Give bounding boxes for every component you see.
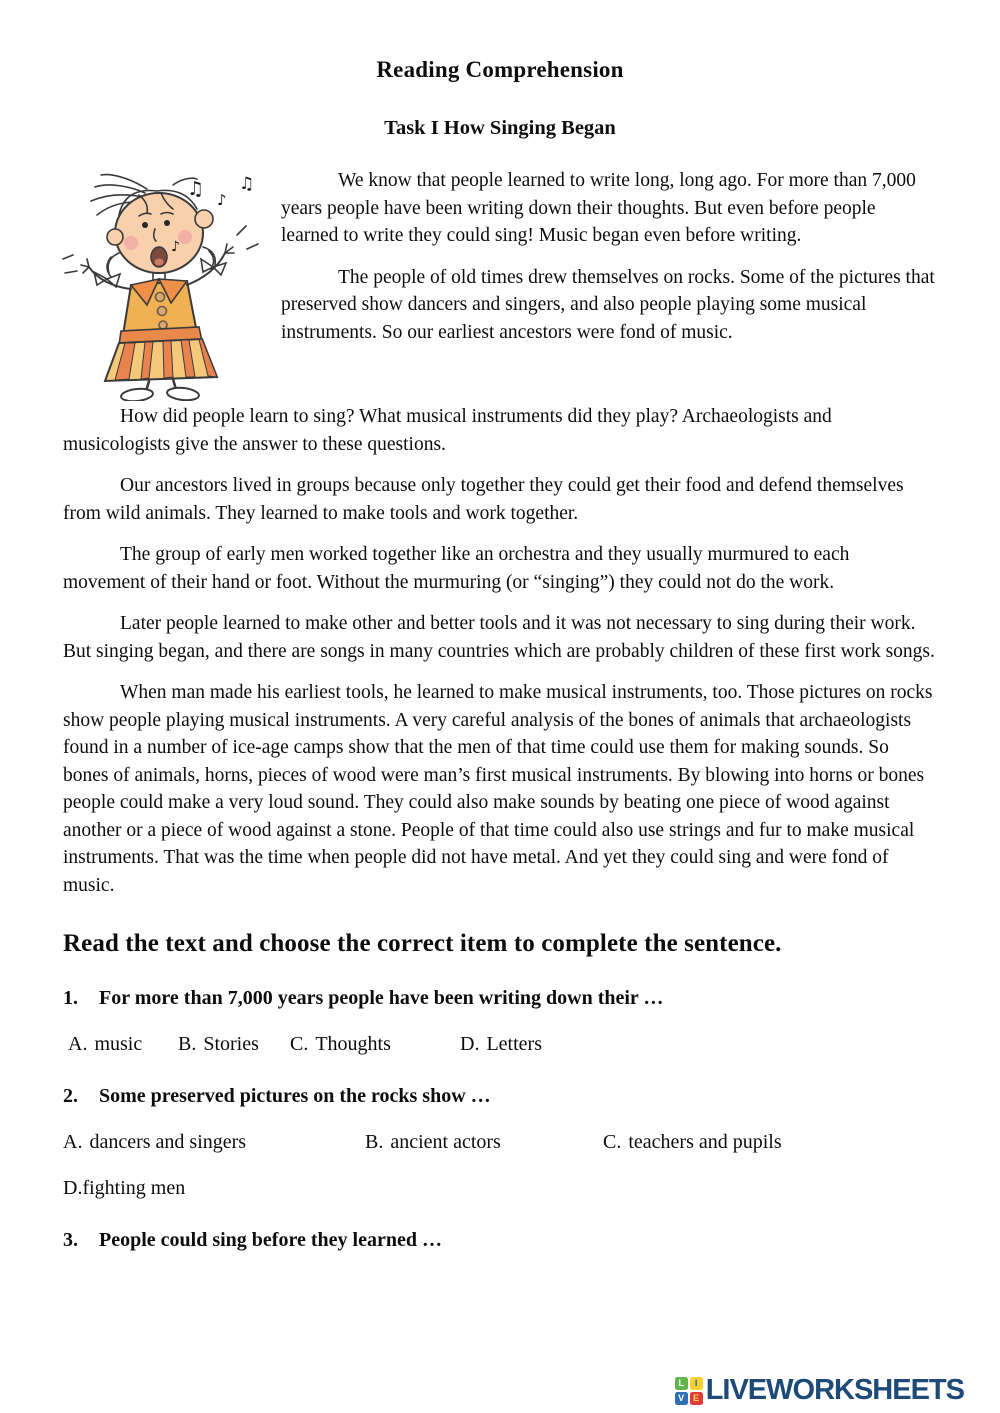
passage-paragraph-1: We know that people learned to write long, long ago. For more than 7,000 years people have been writing down their thoughts. But even before people learned to write they could sing! Music began even before writing. [281,170,916,246]
reading-passage [63,167,936,899]
liveworksheets-logo [675,1374,964,1407]
question-3 [63,1229,936,1252]
singing-girl-illustration [61,167,269,401]
question-2 [63,1085,936,1108]
question-1-option-b[interactable]: B. Stories [178,1033,259,1055]
page-title: Reading Comprehension [376,57,624,82]
logo-tile-i: I [690,1377,703,1390]
question-2-option-a[interactable]: A. dancers and singers [63,1131,247,1153]
svg-text:♪: ♪ [171,239,180,255]
task-heading: Task I How Singing Began [384,117,616,139]
question-2-option-b[interactable]: B. ancient actors [365,1131,501,1153]
passage-paragraph-2: The people of old times drew themselves on rocks. Some of the pictures that preserved show dancers and singers, and also people playing some musical instruments. So our earliest ancestors were fond of music. [281,266,935,343]
question-2-option-d[interactable]: D.fighting men [63,1177,186,1199]
passage-paragraph-3: How did people learn to sing? What musical instruments did they play? Archaeologists and musicologists give the answer to these questions. [63,406,832,455]
svg-text:♫: ♫ [239,174,255,194]
passage-paragraph-6: Later people learned to make other and better tools and it was not necessary to sing during their work. But singing began, and there are songs in many countries which are probably children of these first work songs. [63,613,935,662]
question-1-options [63,1033,936,1056]
logo-tile-e: E [690,1392,703,1405]
question-1-option-a[interactable]: A. music [68,1033,143,1055]
question-1 [63,987,936,1010]
question-2-number: 2. [63,1085,78,1107]
svg-text:♪: ♪ [217,191,227,209]
logo-tile-v: V [675,1392,688,1405]
question-1-option-c[interactable]: C. Thoughts [290,1033,391,1055]
question-2-text: Some preserved pictures on the rocks show … [99,1085,491,1107]
question-1-option-d[interactable]: D. Letters [460,1033,542,1055]
passage-paragraph-5: The group of early men worked together like an orchestra and they usually murmured to each movement of their hand or foot. Without the murmuring (or “singing”) they could not do the work. [63,544,850,593]
question-2-option-c[interactable]: C. teachers and pupils [603,1131,782,1153]
question-1-text: For more than 7,000 years people have been writing down their … [99,987,664,1009]
exercise-instruction: Read the text and choose the correct item to complete the sentence. [63,930,782,957]
question-1-number: 1. [63,987,78,1009]
passage-paragraph-4: Our ancestors lived in groups because only together they could get their food and defend themselves from wild animals. They learned to make tools and work together. [63,475,904,524]
liveworksheets-logo-icon [675,1377,703,1405]
liveworksheets-wordmark: LIVEWORKSHEETS [705,1374,964,1406]
question-2-options [63,1131,936,1154]
question-3-text: People could sing before they learned … [99,1229,442,1251]
question-3-number: 3. [63,1229,78,1251]
passage-paragraph-7: When man made his earliest tools, he learned to make musical instruments, too. Those pictures on rocks show people playing musical instruments. A very careful analysis of the bones of animals that archaeologists found in a number of ice-age camps show that the men of that time could use them for making sounds. So bones of animals, horns, pieces of wood were man’s first musical instruments. By blowing into horns or bones people could make a very loud sound. They could also make sounds by beating one piece of wood against another or a piece of wood against a stone. People of that time could also use strings and fur to make musical instruments. That was the time when people did not have metal. And yet they could sing and were fond of music. [63,682,933,896]
svg-text:♫: ♫ [187,178,205,200]
logo-tile-l: L [675,1377,688,1390]
